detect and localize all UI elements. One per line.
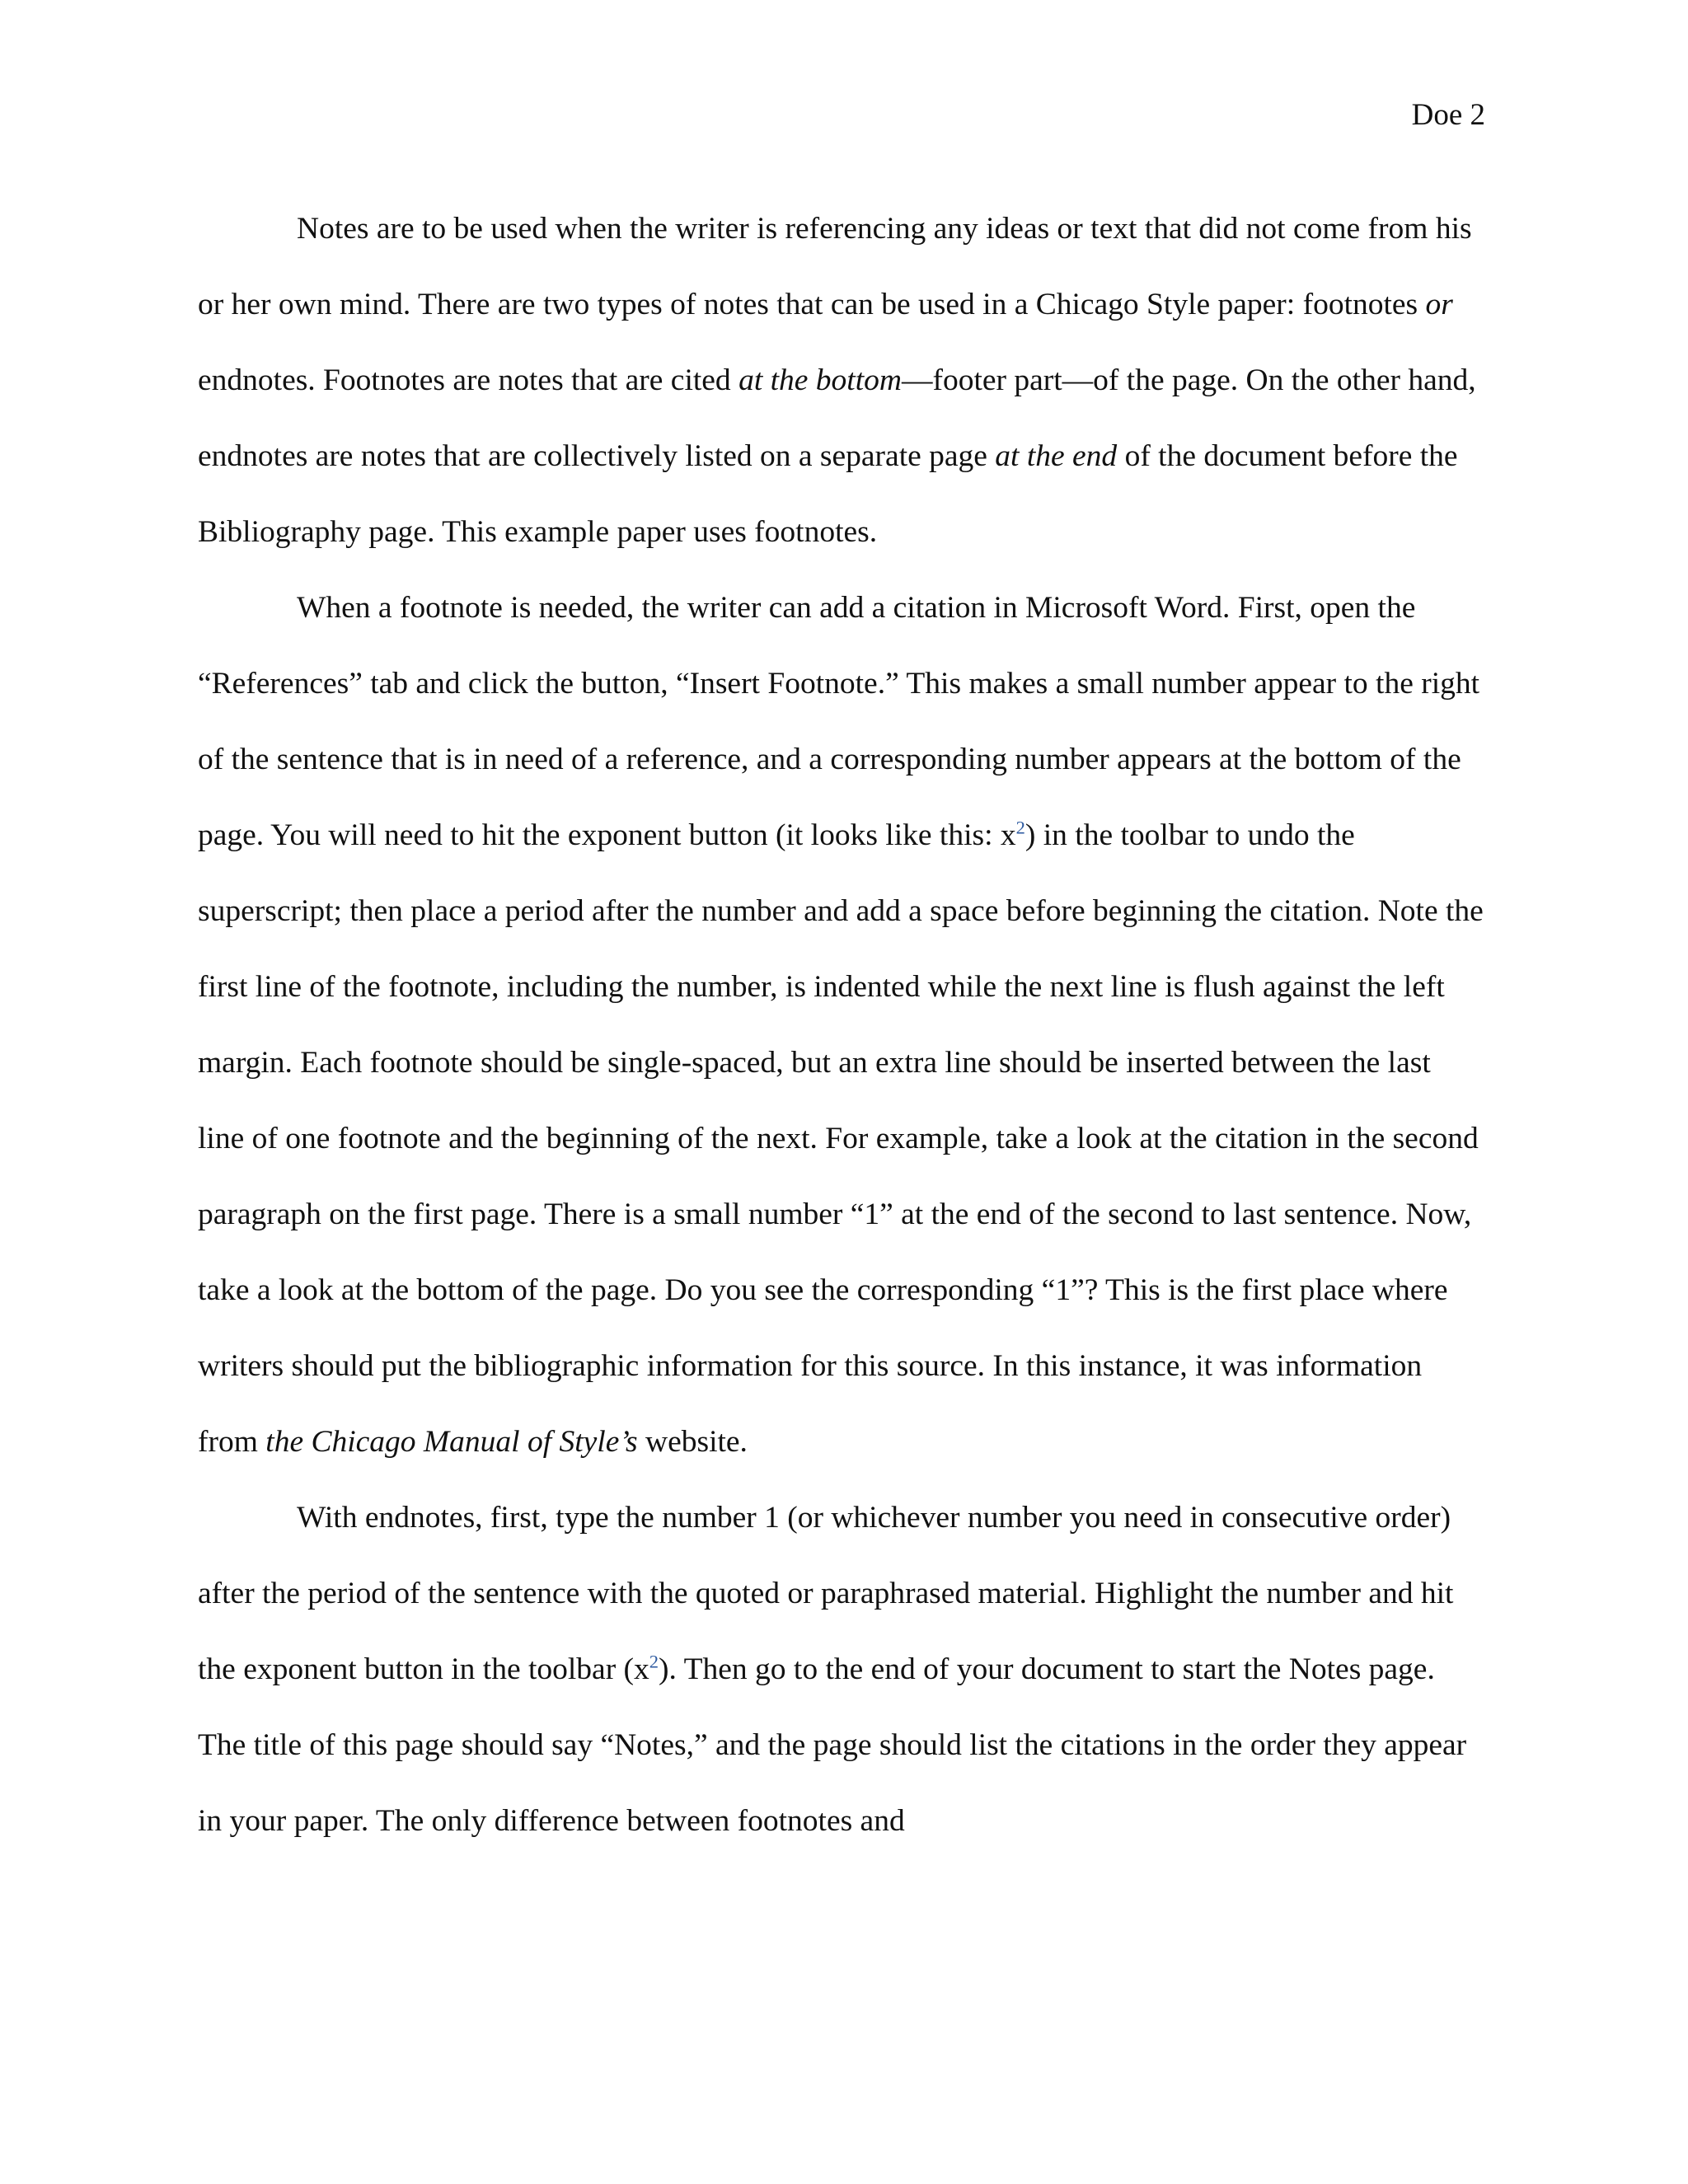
superscript-run: 2 [649,1651,659,1672]
text-run: —footer part—of the page. On the other hand, endnotes are notes that are collectively listed on a separate page [198,363,1476,473]
text-run: endnotes. Footnotes are notes that are cited [198,363,739,397]
paragraph-footnote-instructions [198,570,1484,1480]
text-run: of the document before the Bibliography page. This example paper uses footnotes. [198,439,1458,549]
paragraph-endnote-instructions [198,1480,1484,1859]
text-run: Notes are to be used when the writer is referencing any ideas or text that did not come from his or her own mind. There are two types of notes that can be used in a Chicago Style paper: footnotes [198,212,1472,321]
paragraph-notes-intro [198,191,1484,570]
page-header: Doe 2 [1411,98,1485,132]
text-run: ) in the toolbar to undo the superscript; then place a period after the number and add a space before beginning the citation. Note the first line of the footnote, including the number, is indented while the next line is flush against the left margin. Each footnote should be single-spaced, but an extra line should be inserted between the last line of one footnote and the beginning of the next. For example, take a look at the citation in the second paragraph on the first page. There is a small number “1” at the end of the second to last sentence. Now, take a look at the bottom of the page. Do you see the corresponding “1”? This is the first place where writers should put the bibliographic information for this source. In this instance, it was information from [198,818,1484,1459]
superscript-run: 2 [1015,817,1025,838]
text-run: ). Then go to the end of your document to start the Notes page. The title of this page should say “Notes,” and the page should list the citations in the order they appear in your paper. The only difference between footnotes and [198,1652,1467,1838]
italic-run: at the bottom [738,363,902,397]
document-body [198,191,1484,1859]
text-run: website. [637,1425,748,1459]
italic-run: at the end [995,439,1118,473]
text-run: When a footnote is needed, the writer can add a citation in Microsoft Word. First, open the “References” tab and click the button, “Insert Footnote.” This makes a small number appear to the right of the sentence that is in need of a reference, and a corresponding number appears at the bottom of the page. You will need to hit the exponent button (it looks like this: x [198,591,1480,852]
italic-run: or [1425,288,1453,321]
italic-run: the Chicago Manual of Style’s [265,1425,638,1459]
text-run: With endnotes, first, type the number 1 (or whichever number you need in consecutive order) after the period of the sentence with the quoted or paraphrased material. Highlight the number and hit the exponent button in the toolbar (x [198,1501,1454,1686]
